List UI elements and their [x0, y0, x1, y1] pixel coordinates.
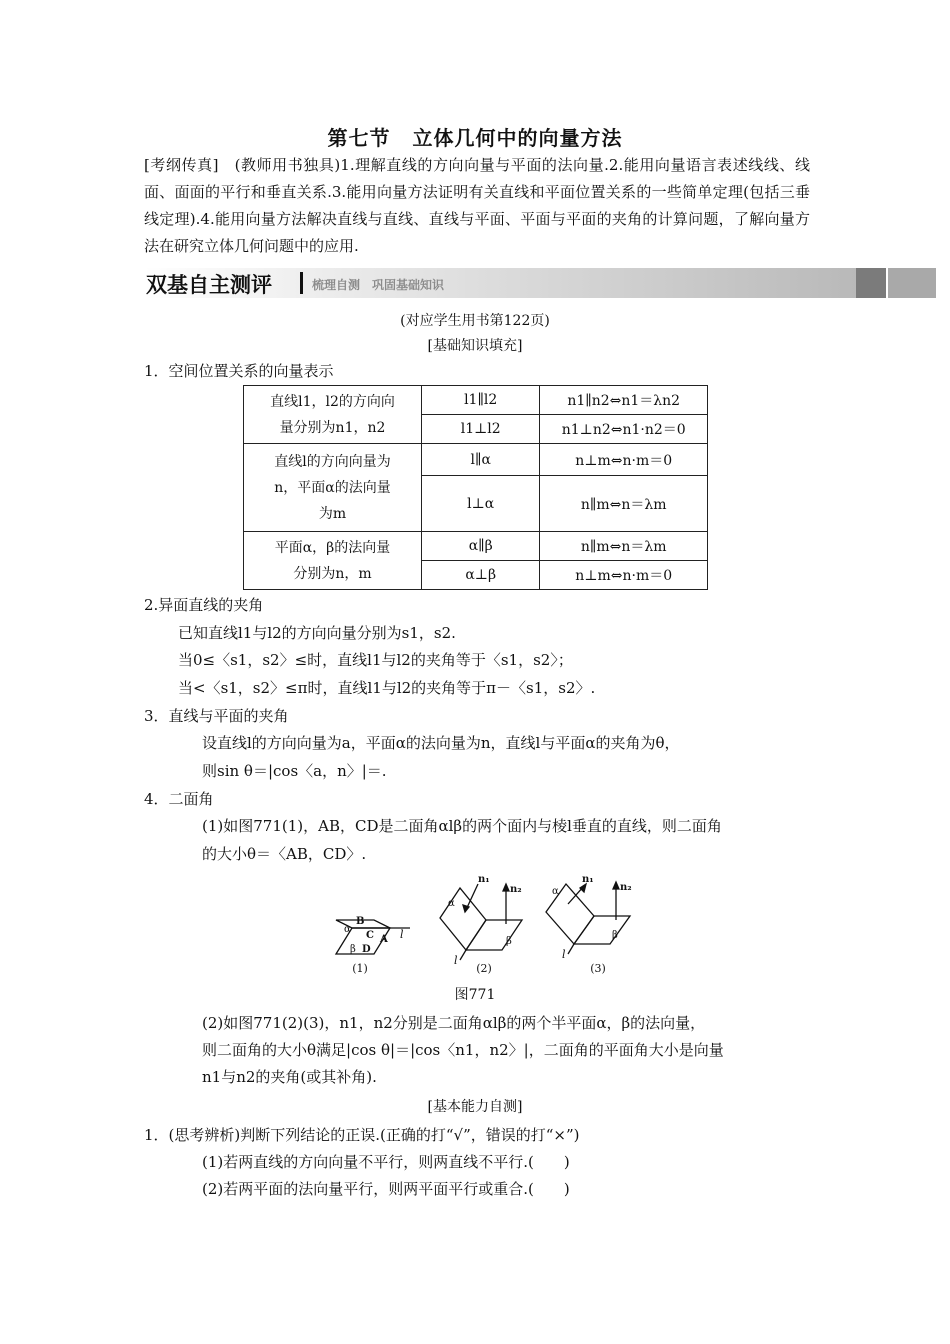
svg-text:α: α [552, 886, 559, 897]
section-banner [144, 268, 936, 298]
section-number: 第七节 [327, 126, 391, 150]
label-text: 直线l的方向向量为 [274, 453, 391, 470]
section-name: 立体几何中的向量方法 [412, 126, 623, 150]
figure-1-label: (1) [352, 962, 368, 975]
svg-text:l: l [400, 928, 404, 941]
section-3-line-2: 则sin θ＝|cos〈a，n〉|＝. [202, 762, 387, 780]
section-4-title: 4．二面角 [144, 790, 214, 808]
label-text: 分别为n，m [293, 565, 372, 582]
section-2-line-3: 当<〈s1，s2〉≤π时，直线l1与l2的夹角等于π－〈s1，s2〉. [178, 679, 596, 697]
section-2-title: 2.异面直线的夹角 [144, 596, 264, 614]
svg-text:l: l [454, 954, 458, 967]
section-3-line-1: 设直线l的方向向量为a，平面α的法向量为n，直线l与平面α的夹角为θ， [202, 734, 680, 752]
condition-cell: n1∥n2⇔n1＝λn2 [540, 386, 708, 415]
section-4-p1-line-1: (1)如图771(1)，AB，CD是二面角αlβ的两个面内与棱l垂直的直线，则二面角 [202, 817, 722, 835]
label-text: 平面α，β的法向量 [274, 539, 391, 556]
page-reference: (对应学生用书第122页) [400, 313, 550, 329]
figure-2 [440, 874, 522, 967]
condition-cell: n1⊥n2⇔n1·n2＝0 [540, 415, 708, 444]
row-label-line-plane [244, 444, 422, 532]
banner-divider [300, 272, 303, 294]
question-1-item-1: (1)若两直线的方向向量不平行，则两直线不平行.( ) [202, 1153, 570, 1171]
label-text: 为m [318, 505, 347, 522]
figure-3-label: (3) [590, 962, 606, 975]
relation-cell: α∥β [421, 532, 539, 561]
relation-cell: l⊥α [421, 476, 539, 532]
svg-text:A: A [380, 934, 388, 945]
row-label-planes [244, 532, 422, 590]
dihedral-angle-figure [330, 872, 630, 982]
table-row [244, 386, 708, 415]
basic-knowledge-heading: [基础知识填充] [427, 338, 523, 354]
figure-2-label: (2) [476, 962, 492, 975]
relation-cell: l∥α [421, 444, 539, 476]
section-4-p1-line-2: 的大小θ＝〈AB，CD〉. [202, 845, 367, 863]
syllabus-paragraph: [考纲传真] (教师用书独具)1.理解直线的方向向量与平面的法向量.2.能用向量语言表述线线、线面、面面的平行和垂直关系.3.能用向量方法证明有关直线和平面位置关系的一些简单定理(包括三垂线定理).4.能用向量方法解决直线与直线、直线与平面、平面与平面的夹角的计算问题，了解向量方法在研究立体几何问题中的应用. [144, 156, 810, 255]
section-title [0, 122, 950, 151]
condition-cell: n∥m⇔n＝λm [540, 532, 708, 561]
svg-text:C: C [366, 930, 374, 941]
svg-text:β: β [350, 944, 356, 955]
row-label-lines [244, 386, 422, 444]
banner-block-dark [856, 268, 886, 298]
figure-caption: 图771 [454, 987, 496, 1003]
svg-text:β: β [506, 936, 512, 947]
svg-text:α: α [448, 898, 455, 909]
relation-cell: α⊥β [421, 561, 539, 590]
banner-block-light [888, 268, 936, 298]
vector-relation-table [243, 385, 708, 590]
section-4-p2-line-1: (2)如图771(2)(3)，n1，n2分别是二面角αlβ的两个半平面α，β的法向量， [202, 1014, 706, 1032]
svg-text:n₂: n₂ [510, 884, 522, 895]
svg-text:α: α [344, 924, 351, 935]
section-1-title: 1．空间位置关系的向量表示 [144, 362, 334, 380]
svg-text:β: β [612, 930, 618, 941]
label-text: 直线l1，l2的方向向 [270, 393, 395, 410]
svg-text:n₂: n₂ [620, 882, 632, 893]
ability-test-heading: [基本能力自测] [427, 1099, 523, 1115]
condition-cell: n⊥m⇔n·m＝0 [540, 444, 708, 476]
banner-title: 双基自主测评 [146, 273, 272, 297]
table-row [244, 532, 708, 561]
figure-1 [336, 916, 410, 955]
label-text: 量分别为n1，n2 [279, 419, 386, 436]
section-2-line-1: 已知直线l1与l2的方向向量分别为s1，s2. [178, 624, 456, 642]
condition-cell: n⊥m⇔n·m＝0 [540, 561, 708, 590]
section-4-p2-line-2: 则二面角的大小θ满足|cos θ|＝|cos〈n1，n2〉|，二面角的平面角大小是向量 [202, 1041, 724, 1059]
svg-text:n₁: n₁ [478, 874, 490, 885]
figure-3 [546, 874, 632, 961]
section-2-line-2: 当0≤〈s1，s2〉≤时，直线l1与l2的夹角等于〈s1，s2〉； [178, 651, 573, 669]
relation-cell: l1∥l2 [421, 386, 539, 415]
question-1-item-2: (2)若两平面的法向量平行，则两平面平行或重合.( ) [202, 1180, 570, 1198]
svg-text:n₁: n₁ [582, 874, 594, 885]
label-text: n，平面α的法向量 [274, 479, 391, 496]
relation-cell: l1⊥l2 [421, 415, 539, 444]
question-1-stem: 1．(思考辨析)判断下列结论的正误.(正确的打“√”，错误的打“×”) [144, 1126, 580, 1144]
svg-text:l: l [562, 948, 566, 961]
svg-text:D: D [362, 944, 371, 955]
section-4-p2-line-3: n1与n2的夹角(或其补角). [202, 1068, 377, 1086]
condition-cell: n∥m⇔n＝λm [540, 476, 708, 532]
table-row [244, 444, 708, 476]
banner-subtitle: 梳理自测 巩固基础知识 [312, 278, 445, 292]
svg-text:B: B [356, 916, 365, 927]
section-3-title: 3．直线与平面的夹角 [144, 707, 289, 725]
